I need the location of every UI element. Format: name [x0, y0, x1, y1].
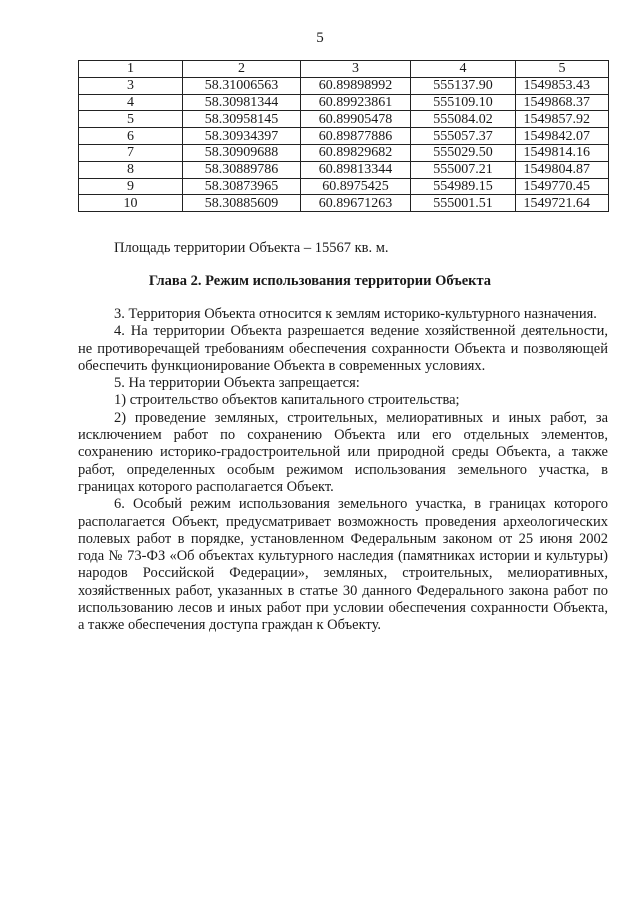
longitude-cell: 60.8975425 — [301, 178, 411, 195]
longitude-cell: 60.89905478 — [301, 111, 411, 128]
longitude-cell: 60.89923861 — [301, 94, 411, 111]
latitude-cell: 58.31006563 — [183, 77, 301, 94]
area-statement: Площадь территории Объекта – 15567 кв. м. — [114, 240, 389, 256]
latitude-cell: 58.30909688 — [183, 144, 301, 161]
longitude-cell: 60.89813344 — [301, 161, 411, 178]
x-coordinate-cell: 555001.51 — [411, 195, 516, 212]
chapter-title: Глава 2. Режим использования территории Объекта — [148, 273, 492, 289]
paragraph-3: 3. Территория Объекта относится к землям историко-культурного назначения. — [114, 306, 597, 322]
y-coordinate-cell: 1549868.37 — [516, 94, 609, 111]
table-row — [79, 94, 609, 111]
table-row — [79, 195, 609, 212]
point-number-cell: 9 — [79, 178, 183, 195]
x-coordinate-cell: 555029.50 — [411, 144, 516, 161]
latitude-cell: 58.30934397 — [183, 128, 301, 145]
y-coordinate-cell: 1549804.87 — [516, 161, 609, 178]
latitude-cell: 58.30889786 — [183, 161, 301, 178]
y-coordinate-cell: 1549770.45 — [516, 178, 609, 195]
list-item-1: 1) строительство объектов капитального строительства; — [114, 392, 460, 409]
y-coordinate-cell: 1549814.16 — [516, 144, 609, 161]
document-body — [78, 306, 608, 635]
paragraph-4: 4. На территории Объекта разрешается ведение хозяйственной деятельности, не противоречащей требованиям обеспечения сохранности Объекта и позволяющей обеспечить функционирование Объекта в современных условиях. — [78, 323, 608, 374]
point-number-cell: 5 — [79, 111, 183, 128]
coordinates-table — [78, 60, 609, 212]
table-row — [79, 128, 609, 145]
table-row — [79, 161, 609, 178]
paragraph-5: 5. На территории Объекта запрещается: — [114, 375, 360, 392]
latitude-cell: 58.30873965 — [183, 178, 301, 195]
header-cell: 2 — [183, 61, 301, 78]
y-coordinate-cell: 1549857.92 — [516, 111, 609, 128]
header-cell: 1 — [79, 61, 183, 78]
x-coordinate-cell: 555137.90 — [411, 77, 516, 94]
table-row — [79, 144, 609, 161]
table-row — [79, 77, 609, 94]
x-coordinate-cell: 555057.37 — [411, 128, 516, 145]
x-coordinate-cell: 555007.21 — [411, 161, 516, 178]
y-coordinate-cell: 1549842.07 — [516, 128, 609, 145]
list-item-2: 2) проведение земляных, строительных, мелиоративных и иных работ, за исключением работ по сохранению Объекта или его отдельных элементов, сохранению историко-градостроительной или природной среды Объекта, а также работ, определенных особым режимом использования земельного участка, в границах которого располагается Объект. — [78, 409, 608, 495]
page-number: 5 — [316, 30, 324, 46]
header-cell: 4 — [411, 61, 516, 78]
y-coordinate-cell: 1549853.43 — [516, 77, 609, 94]
x-coordinate-cell: 555109.10 — [411, 94, 516, 111]
header-cell: 3 — [301, 61, 411, 78]
x-coordinate-cell: 555084.02 — [411, 111, 516, 128]
point-number-cell: 4 — [79, 94, 183, 111]
longitude-cell: 60.89829682 — [301, 144, 411, 161]
point-number-cell: 10 — [79, 195, 183, 212]
x-coordinate-cell: 554989.15 — [411, 178, 516, 195]
point-number-cell: 8 — [79, 161, 183, 178]
header-cell: 5 — [516, 61, 609, 78]
longitude-cell: 60.89877886 — [301, 128, 411, 145]
longitude-cell: 60.89671263 — [301, 195, 411, 212]
point-number-cell: 3 — [79, 77, 183, 94]
longitude-cell: 60.89898992 — [301, 77, 411, 94]
point-number-cell: 6 — [79, 128, 183, 145]
table-header-row — [79, 61, 609, 78]
paragraph-6: 6. Особый режим использования земельного участка, в границах которого располагается Объект, предусматривает возможность проведения археологических полевых работ в порядке, установленном Федеральным законом от 25 июня 2002 года № 73-ФЗ «Об объектах культурного наследия (памятниках истории и культуры) народов Российской Федерации», земляных, строительных, мелиоративных, хозяйственных работ, указанных в статье 30 данного Федерального закона работ по использованию лесов и иных работ при условии обеспечения сохранности Объекта, а также обеспечения доступа граждан к Объекту. — [78, 496, 608, 634]
latitude-cell: 58.30885609 — [183, 195, 301, 212]
table-row — [79, 111, 609, 128]
table-row — [79, 178, 609, 195]
latitude-cell: 58.30958145 — [183, 111, 301, 128]
latitude-cell: 58.30981344 — [183, 94, 301, 111]
y-coordinate-cell: 1549721.64 — [516, 195, 609, 212]
point-number-cell: 7 — [79, 144, 183, 161]
